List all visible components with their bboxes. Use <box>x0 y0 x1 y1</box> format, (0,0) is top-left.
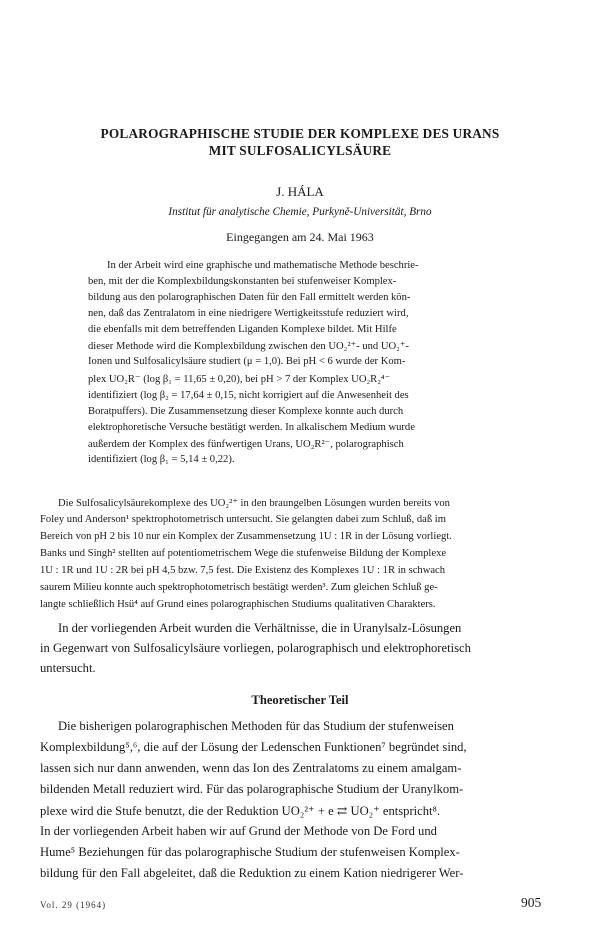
title-line-2: MIT SULFOSALICYLSÄURE <box>208 143 392 158</box>
intro-line: in Gegenwart von Sulfosalicylsäure vorliegen, polarographisch und elektrophoretisch <box>40 641 471 655</box>
section-heading: Theoretischer Teil <box>251 693 349 707</box>
abstract-line: dieser Methode wird die Komplexbildung zwischen den UO₂²⁺- und UO₂⁺- <box>88 341 409 352</box>
intro-line: 1U : 1R und 1U : 2R bei pH 4,5 bzw. 7,5 fest. Die Existenz des Komplexes 1U : 1R in schwach <box>40 565 446 576</box>
abstract-line: die ebenfalls mit dem betreffenden Liganden Komplexe bildet. Mit Hilfe <box>88 324 397 335</box>
author: J. HÁLA <box>276 184 324 199</box>
intro-line: langte schließlich Hsü⁴ auf Grund eines polarographischen Studiums qualitativen Charakters. <box>40 599 436 610</box>
intro-line: Foley und Anderson¹ spektrophotometrisch untersucht. Sie gelangten dabei zum Schluß, daß im <box>40 514 446 525</box>
theory-line: Die bisherigen polarographischen Methoden für das Studium der stufenweisen <box>58 719 454 733</box>
theory-line: Komplexbildung⁵,⁶, die auf der Lösung der Ledenschen Funktionen⁷ begründet sind, <box>40 740 467 754</box>
intro-line: In der vorliegenden Arbeit wurden die Verhältnisse, die in Uranylsalz-Lösungen <box>58 621 462 635</box>
received-date: Eingegangen am 24. Mai 1963 <box>226 230 374 244</box>
theory-line: lassen sich nur dann anwenden, wenn das Ion des Zentralatoms zu einem amalgam- <box>40 761 462 775</box>
intro-line: Die Sulfosalicylsäurekomplexe des UO₂²⁺ in den braungelben Lösungen wurden bereits von <box>58 498 450 509</box>
abstract-line: ben, mit der die Komplexbildungskonstanten bei stufenweiser Komplex- <box>88 276 397 287</box>
abstract-line: identifiziert (log β₁ = 5,14 ± 0,22). <box>88 454 235 465</box>
abstract-line: Ionen und Sulfosalicylsäure studiert (μ = 1,0). Bei pH < 6 wurde der Kom- <box>88 356 406 367</box>
abstract-line: In der Arbeit wird eine graphische und mathematische Methode beschrie- <box>107 260 419 271</box>
abstract-line: außerdem der Komplex des fünfwertigen Urans, UO₂R²⁻, polarographisch <box>88 439 404 450</box>
theory-line: bildung für den Fall abgeleitet, daß die Reduktion zu einem Kation niedrigerer Wer- <box>40 866 464 880</box>
theory-line: In der vorliegenden Arbeit haben wir auf Grund der Methode von De Ford und <box>40 824 437 838</box>
intro-line: saurem Milieu konnte auch spektrophotometrisch bestätigt werden³. Zum gleichen Schluß ge- <box>40 582 438 593</box>
theory-line: plexe wird die Stufe benutzt, die der Reduktion UO₂²⁺ + e ⇄ UO₂⁺ entspricht⁸. <box>40 804 441 818</box>
intro-line: untersucht. <box>40 661 96 675</box>
theory-line: Hume⁵ Beziehungen für das polarographische Studium der stufenweisen Komplex- <box>40 845 460 859</box>
abstract-line: identifiziert (log β₂ = 17,64 ± 0,15, nicht korrigiert auf die Anwesenheit des <box>88 390 409 401</box>
intro-line: Banks und Singh² stellten auf potentiometrischem Wege die stufenweise Bildung der Komplexe <box>40 548 447 559</box>
abstract-line: bildung aus den polarographischen Daten für den Fall ermittelt werden kön- <box>88 292 411 303</box>
abstract-line: plex UO₂R⁻ (log β₁ = 11,65 ± 0,20), bei pH > 7 der Komplex UO₂R₂⁴⁻ <box>88 374 391 385</box>
affiliation: Institut für analytische Chemie, Purkyně-Universität, Brno <box>168 206 432 218</box>
abstract-line: elektrophoretische Versuche bestätigt werden. In alkalischem Medium wurde <box>88 422 415 433</box>
theory-line: bildenden Metall reduziert wird. Für das polarographische Studium der Uranylkom- <box>40 782 464 796</box>
page-number: 905 <box>521 895 542 910</box>
journal-volume: Vol. 29 (1964) <box>40 900 107 910</box>
abstract-line: nen, daß das Zentralatom in eine niedrigere Wertigkeitsstufe reduziert wird, <box>88 308 409 319</box>
title-line-1: POLAROGRAPHISCHE STUDIE DER KOMPLEXE DES URANS <box>100 126 500 141</box>
abstract-line: Boratpuffers). Die Zusammensetzung dieser Komplexe konnte auch durch <box>88 406 404 417</box>
intro-line: Bereich von pH 2 bis 10 nur ein Komplex der Zusammensetzung 1U : 1R in der Lösung vorliegt. <box>40 531 452 542</box>
